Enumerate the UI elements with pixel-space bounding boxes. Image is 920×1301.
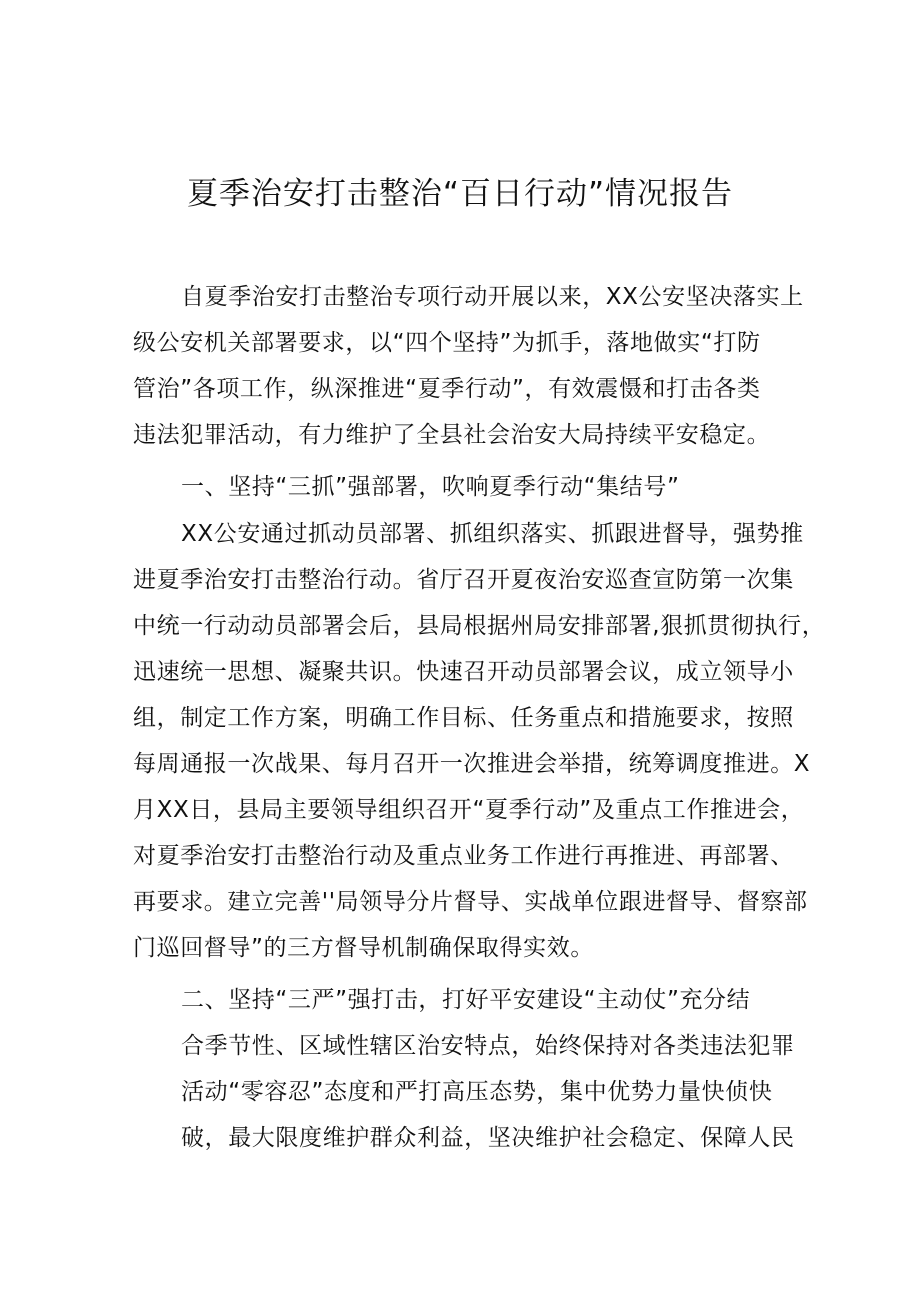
paragraph-line: 再要求。建立完善''局领导分片督导、实战单位跟进督导、督察部 bbox=[133, 889, 808, 915]
paragraph-line: 管治”各项工作，纵深推进“夏季行动”，有效震慑和打击各类 bbox=[133, 376, 761, 402]
document-title: 夏季治安打击整治“百日行动”情况报告 bbox=[186, 176, 734, 212]
paragraph-line: 每周通报一次战果、每月召开一次推进会举措，统筹调度推进。X bbox=[133, 751, 811, 777]
paragraph-line: 中统一行动动员部署会后，县局根据州局安排部署,狠抓贯彻执行， bbox=[133, 613, 826, 639]
paragraph-line: 迅速统一思想、凝聚共识。快速召开动员部署会议，成立领导小 bbox=[133, 659, 794, 685]
paragraph-line: 破，最大限度维护群众利益，坚决维护社会稳定、保障人民 bbox=[181, 1125, 795, 1151]
paragraph-line: 月XX日，县局主要领导组织召开“夏季行动”及重点工作推进会， bbox=[133, 797, 805, 823]
paragraph-line: 组，制定工作方案，明确工作目标、任务重点和措施要求，按照 bbox=[133, 705, 794, 731]
paragraph-line: 级公安机关部署要求，以“四个坚持”为抓手，落地做实“打防 bbox=[133, 330, 761, 356]
paragraph-line: 对夏季治安打击整治行动及重点业务工作进行再推进、再部署、 bbox=[133, 843, 794, 869]
paragraph-line: 活动“零容忍”态度和严打高压态势，集中优势力量快侦快 bbox=[181, 1079, 773, 1105]
paragraph-line: 合季节性、区域性辖区治安特点，始终保持对各类违法犯罪 bbox=[181, 1033, 795, 1059]
paragraph-line: 进夏季治安打击整治行动。省厅召开夏夜治安巡查宣防第一次集 bbox=[133, 567, 794, 593]
section-heading: 二、坚持“三严”强打击，打好平安建设“主动仗”充分结 bbox=[181, 987, 751, 1013]
section-heading: 一、坚持“三抓”强部署，吹响夏季行动“集结号” bbox=[181, 474, 680, 500]
paragraph-line: XX公安通过抓动员部署、抓组织落实、抓跟进督导，强势推 bbox=[181, 521, 804, 547]
paragraph-line: 自夏季治安打击整治专项行动开展以来，XX公安坚决落实上 bbox=[181, 284, 804, 310]
paragraph-line: 门巡回督导”的三方督导机制确保取得实效。 bbox=[133, 935, 594, 961]
paragraph-line: 违法犯罪活动，有力维护了全县社会治安大局持续平安稳定。 bbox=[133, 422, 771, 448]
